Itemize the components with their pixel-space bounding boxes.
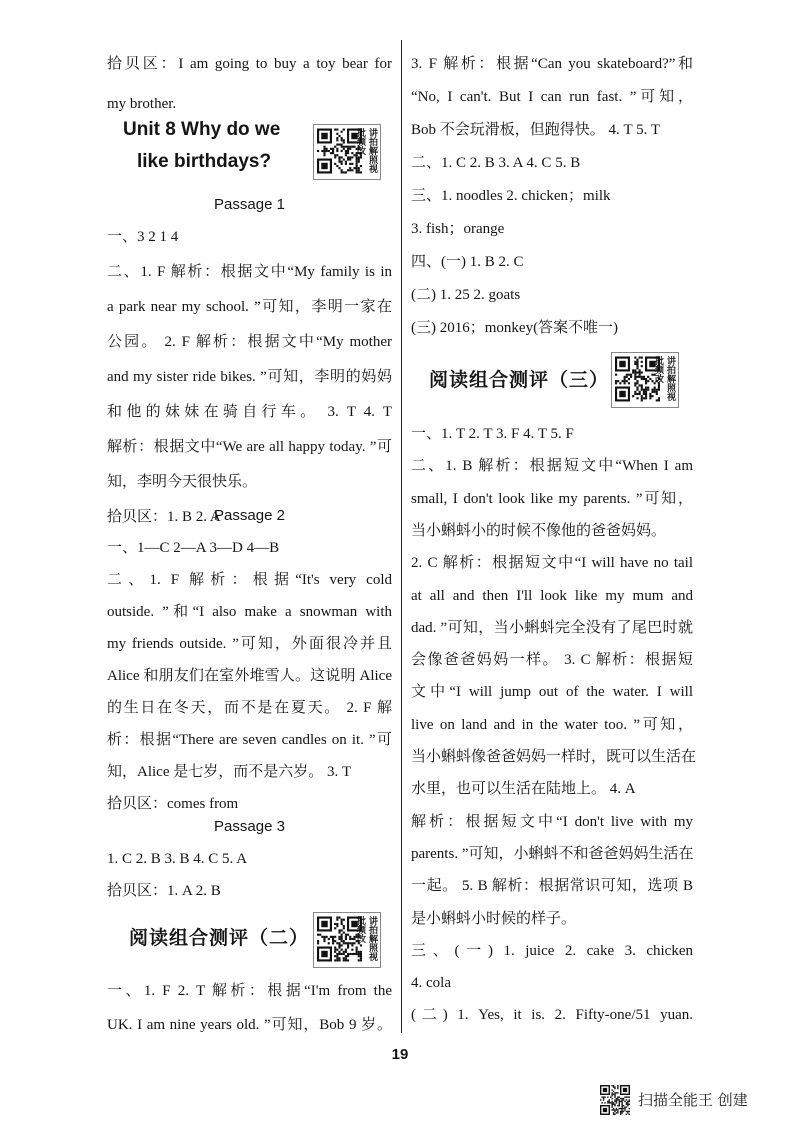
answer-line: [411, 844, 693, 864]
answer-text: my friends outside. ”可知，外面很冷并且: [107, 636, 392, 652]
answer-text: 是小蝌蚪小时候的样子。: [411, 910, 577, 927]
answer-line: [107, 762, 392, 782]
answer-text: 三、(一) 1. juice 2. cake 3. chicken: [411, 942, 693, 959]
answer-line: [411, 219, 693, 239]
answer-text: outside. ”和“I also make a snowman with: [107, 604, 392, 620]
answer-line: [411, 87, 693, 107]
answer-text: 二、1. F 解析：根据文中“My family is in: [107, 264, 392, 280]
watermark-text: 扫描全能王 创建: [638, 1091, 748, 1109]
answer-text: 四、(一) 1. B 2. C: [411, 254, 524, 270]
answer-text: Bob 不会玩滑板，但跑得快。 4. T 5. T: [411, 122, 661, 138]
passage2-heading: Passage 2: [214, 507, 285, 524]
answer-line: [411, 812, 693, 832]
answer-line: [107, 227, 392, 247]
answer-text: parents. ”可知，小蝌蚪不和爸爸妈妈生活在: [411, 845, 694, 862]
answer-text: 3. F 解析：根据“Can you skateboard?”和: [411, 56, 693, 72]
answer-line: [411, 650, 693, 670]
answer-text: 文中“I will jump out of the water. I will: [411, 684, 693, 701]
column-divider: [401, 40, 402, 1033]
answer-line: [107, 794, 392, 814]
answer-line: [107, 666, 392, 686]
answer-line: [411, 553, 693, 573]
answer-line: [107, 472, 392, 492]
answer-line: [107, 730, 392, 750]
answer-line: [411, 424, 693, 444]
answer-line: [107, 538, 392, 558]
answer-text: 知，李明今天很快乐。: [107, 474, 258, 490]
answer-line: [107, 297, 392, 317]
answer-line: [107, 602, 392, 622]
answer-text: 当小蝌蚪小的时候不像他的爸爸妈妈。: [411, 522, 667, 539]
answer-line: [411, 909, 693, 929]
answer-line: [411, 747, 697, 767]
answer-text: 公园。 2. F 解析：根据文中“My mother: [107, 334, 392, 350]
answer-text: 拾贝区：1. B 2. A: [107, 509, 221, 525]
answer-line: [107, 402, 392, 422]
answer-text: 知，Alice 是七岁，而不是六岁。 3. T: [107, 764, 352, 780]
answer-text: dad. ”可知，当小蝌蚪完全没有了尾巴时就: [411, 619, 693, 636]
answer-text: 析：根据“There are seven candles on it. ”可: [107, 732, 392, 748]
answer-line: [411, 252, 693, 272]
answer-text: my brother.: [107, 96, 177, 112]
answer-line: [411, 54, 693, 74]
answer-text: UK. I am nine years old. ”可知，Bob 9 岁。: [107, 1017, 392, 1033]
passage3-heading: Passage 3: [214, 818, 285, 835]
answer-text: (二) 1. Yes, it is. 2. Fifty-one/51 yuan.: [411, 1007, 693, 1024]
answer-line: [107, 698, 392, 718]
answer-text: 4. cola: [411, 975, 451, 992]
answer-line: [107, 94, 392, 114]
answer-text: 2. C 解析：根据短文中“I will have no tail: [411, 555, 693, 572]
answer-text: “No, I can't. But I can run fast. ”可知，: [411, 89, 693, 105]
qr-caption: 讲拍解照视批频改: [653, 356, 675, 401]
answer-line: [411, 120, 693, 140]
answer-line: [411, 779, 693, 799]
answer-line: [411, 489, 693, 509]
answer-line: [107, 981, 392, 1001]
answer-line: [411, 586, 693, 606]
answer-text: 解析：根据文中“We are all happy today. ”可: [107, 439, 392, 455]
answer-line: [107, 634, 392, 654]
answer-text: 当小蝌蚪像爸爸妈妈一样时，既可以生活在: [411, 749, 697, 765]
answer-text: 1. C 2. B 3. B 4. C 5. A: [107, 851, 248, 867]
answer-line: [411, 456, 693, 476]
answer-line: [107, 332, 392, 352]
answer-text: 和他的妹妹在骑自行车。 3. T 4. T: [107, 404, 392, 420]
answer-line: [107, 262, 392, 282]
answer-line: [107, 881, 392, 901]
answer-text: 会像爸爸妈妈一样。 3. C 解析：根据短: [411, 652, 693, 669]
answer-line: [411, 618, 693, 638]
answer-text: 一起。 5. B 解析：根据常识可知，选项 B: [411, 878, 693, 895]
answer-text: small, I don't look like my parents. ”可知，: [411, 490, 693, 507]
answer-line: [411, 682, 693, 702]
answer-text: 二、1. B 解析：根据短文中“When I am: [411, 458, 693, 475]
answer-text: 3. fish；orange: [411, 221, 505, 237]
answer-text: (二) 1. 25 2. goats: [411, 287, 521, 303]
answer-text: at all and then I'll look like my mum and: [411, 587, 693, 604]
unit-qr-card[interactable]: [313, 124, 381, 180]
answer-text: 水里，也可以生活在陆地上。 4. A: [411, 781, 636, 798]
section3-title: 阅读组合测评（三）: [429, 369, 610, 391]
answer-text: Alice 和朋友们在室外堆雪人。这说明 Alice: [107, 668, 392, 684]
answer-text: 拾贝区：comes from: [107, 796, 239, 812]
qr-code-icon: [600, 1085, 630, 1115]
answer-text: (三) 2016；monkey(答案不唯一): [411, 320, 619, 336]
answer-text: a park near my school. ”可知，李明一家在: [107, 299, 392, 315]
answer-line: [411, 521, 693, 541]
answer-text: 一、3 2 1 4: [107, 229, 179, 245]
answer-line: [107, 1015, 392, 1035]
answer-text: 二、1. F 解析：根据“It's very cold: [107, 572, 392, 588]
answer-line: [107, 437, 392, 457]
passage1-heading: Passage 1: [214, 196, 285, 213]
answer-line: [411, 876, 693, 896]
answer-text: 二、1. C 2. B 3. A 4. C 5. B: [411, 155, 581, 171]
unit-title-line2: like birthdays?: [137, 151, 272, 172]
answer-line: [411, 973, 693, 993]
answer-line: [107, 54, 392, 74]
answer-line: [411, 715, 693, 735]
answer-line: [411, 153, 693, 173]
answer-line: [411, 285, 693, 305]
unit-title-line1: Unit 8 Why do we: [123, 119, 281, 140]
qr-caption: 讲拍解照视批频改: [355, 916, 377, 961]
answer-line: [107, 849, 392, 869]
page-number: 19: [391, 1046, 409, 1063]
answer-text: 的生日在冬天，而不是在夏天。 2. F 解: [107, 700, 392, 716]
answer-line: [411, 318, 693, 338]
answer-text: and my sister ride bikes. ”可知，李明的妈妈: [107, 369, 392, 385]
answer-text: 拾贝区：I am going to buy a toy bear for: [107, 56, 392, 72]
section2-qr-card[interactable]: [313, 912, 381, 968]
answer-line: [411, 1005, 693, 1025]
answer-text: 一、1—C 2—A 3—D 4—B: [107, 540, 280, 556]
answer-line: [107, 570, 392, 590]
answer-text: 三、1. noodles 2. chicken；milk: [411, 188, 611, 204]
answer-line: [411, 941, 693, 961]
answer-text: 解析：根据短文中“I don't live with my: [411, 813, 693, 830]
answer-line: [411, 186, 693, 206]
answer-text: 拾贝区：1. A 2. B: [107, 883, 221, 899]
qr-caption: 讲拍解照视批频改: [355, 128, 377, 173]
answer-text: live on land and in the water too. ”可知，: [411, 716, 693, 733]
section3-qr-card[interactable]: [611, 352, 679, 408]
answer-text: 一、1. F 2. T 解析：根据“I'm from the: [107, 983, 392, 999]
section2-title: 阅读组合测评（二）: [129, 927, 310, 949]
answer-line: [107, 367, 392, 387]
answer-text: 一、1. T 2. T 3. F 4. T 5. F: [411, 426, 574, 442]
